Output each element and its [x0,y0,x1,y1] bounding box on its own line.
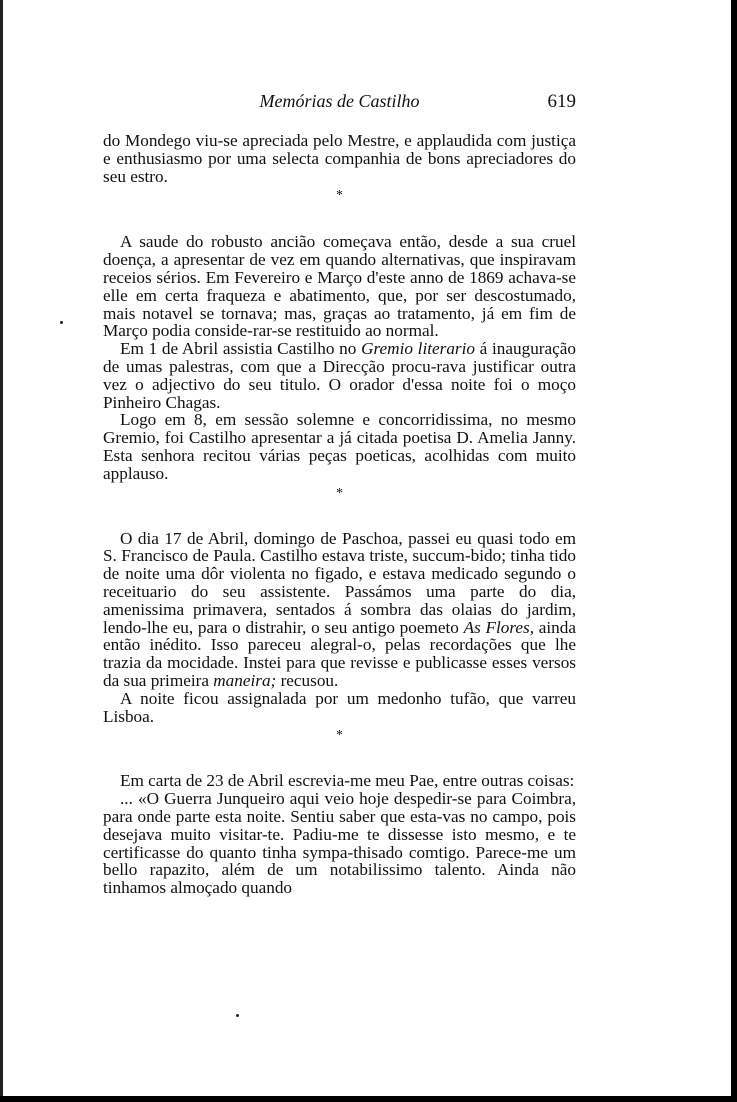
paragraph [103,340,576,411]
running-title: Memórias de Castilho [259,91,420,111]
paragraph: ... «O Guerra Junqueiro aqui veio hoje despedir-se para Coimbra, para onde parte esta noite. Sentiu saber que esta-vas no campo, pois desejava muito visitar-te. Padiu-me te dissesse isto mesmo, e te certificasse do quanto tinha sympa-thisado comtigo. Parece-me um bello rapazito, além de um notabilissimo talento. Ainda não tinhamos almoçado quando [103,789,576,898]
italic-text: As Flores, [463,617,535,637]
margin-speck [60,321,63,324]
text-run: O dia 17 de Abril, domingo de Paschoa, passei eu quasi todo em S. Francisco de Paula. Castilho estava triste, succum-bido; tinha tido de noite uma dôr violenta no figado, e estava medicado segundo o receituario do seu assistente. Passámos uma parte do dia, amenissima primavera, sentados á sombra das olaias do jardim, lendo-lhe eu, para o distrahir, o seu antigo poemeto [103,528,576,637]
italic-text: Gremio literario [361,339,475,359]
paragraph: A saude do robusto ancião começava então, desde a sua cruel doença, a apresentar de vez em quando alternativas, que inspiravam receios sérios. Em Fevereiro e Março d'este anno de 1869 achava-se elle em certa fraqueza e abatimento, que, por ser descostumado, mais notavel se tornava; mas, graças ao tratamento, já em fim de Março podia conside-rar-se restituido ao normal. [103,232,576,341]
text-run: á inauguração de umas palestras, com que a Direcção procu-rava justificar outra vez o adjectivo do seu titulo. O orador d'essa noite foi o moço Pinheiro Chagas. [103,339,576,412]
margin-speck [236,1014,239,1017]
paragraph: Logo em 8, em sessão solemne e concorridissima, no mesmo Gremio, foi Castilho apresentar a já citada poetisa D. Amelia Janny. Esta senhora recitou várias peças poeticas, acolhidas com muito applauso. [103,410,576,483]
section-separator: * [336,728,343,744]
text-run: ainda então inédito. Isso pareceu alegral-o, pelas recordações que lhe trazia da mocidade. Instei para que revisse e publicasse esses versos da sua primeira [103,617,576,690]
page-edge-left [0,0,3,1102]
paragraph: A noite ficou assignalada por um medonho tufão, que varreu Lisboa. [103,688,576,726]
page-number: 619 [547,91,576,112]
paragraph [103,530,576,690]
text-run: recusou. [276,670,339,690]
page-edge-right [731,0,737,1102]
page-body [103,132,576,897]
paragraph-continuation: do Mondego viu-se apreciada pelo Mestre, e applaudida com justiça e enthusiasmo por uma selecta companhia de bons apreciadores do seu estro. [103,131,576,186]
section-separator: * [336,485,343,501]
text-run: Em 1 de Abril assistia Castilho no [120,339,362,359]
section-separator: * [336,188,343,204]
page-edge-bottom [0,1096,737,1102]
paragraph: Em carta de 23 de Abril escrevia-me meu Pae, entre outras coisas: [120,771,575,791]
page-header [103,91,576,115]
italic-text: maneira; [213,670,277,690]
